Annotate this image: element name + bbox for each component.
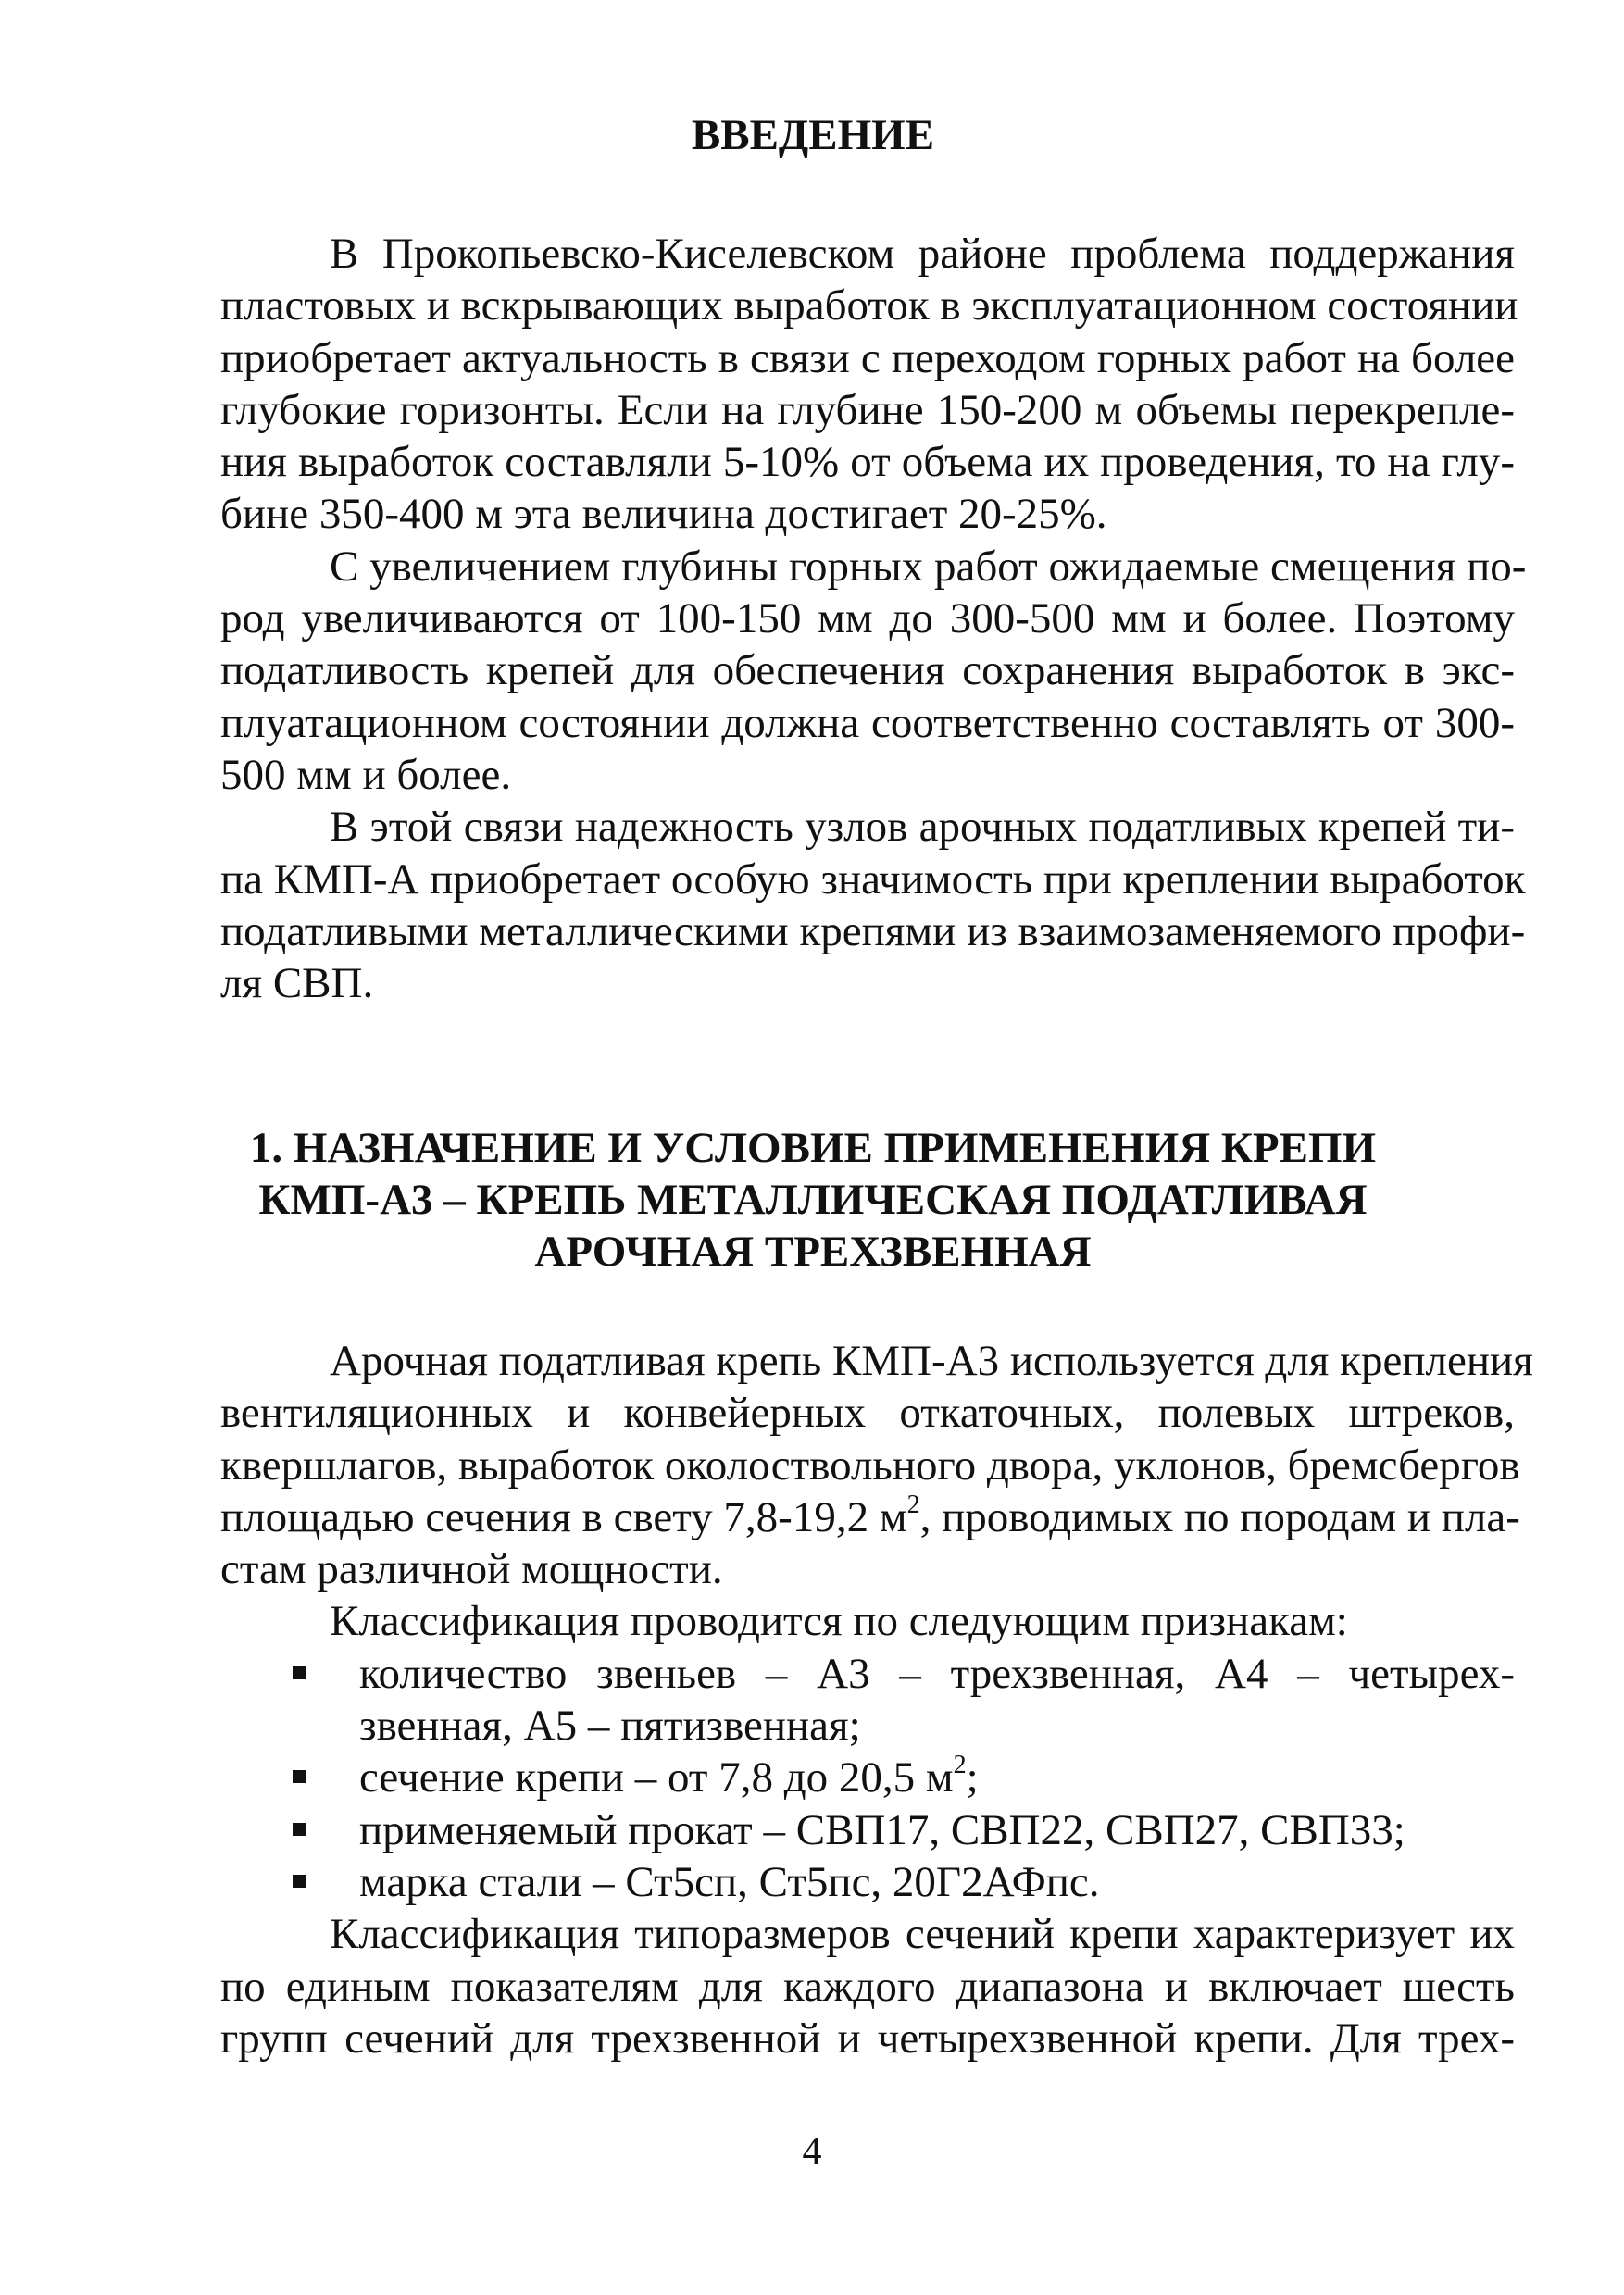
text-line: применяемый прокат – СВП17, СВП22, СВП27, СВП33; <box>359 1805 1405 1854</box>
superscript: 2 <box>953 1751 967 1780</box>
list-item <box>111 1856 1515 1908</box>
section-1-heading <box>111 1122 1515 1278</box>
page-number: 4 <box>802 2130 822 2173</box>
text-line: количество звеньев – А3 – трехзвенная, А4 – четырех- <box>359 1649 1515 1698</box>
intro-heading: ВВЕДЕНИЕ <box>691 111 935 159</box>
text-line: плуатационном состоянии должна соответственно составлять от 300- <box>220 698 1515 747</box>
heading-line: КМП-А3 – КРЕПЬ МЕТАЛЛИЧЕСКАЯ ПОДАТЛИВАЯ <box>258 1176 1368 1224</box>
text-line: ля СВП. <box>220 959 374 1008</box>
text-line: Классификация типоразмеров сечений крепи характеризует их <box>330 1910 1515 1959</box>
square-bullet-icon <box>293 1770 306 1783</box>
heading-line: 1. НАЗНАЧЕНИЕ И УСЛОВИЕ ПРИМЕНЕНИЯ КРЕПИ <box>249 1124 1377 1172</box>
square-bullet-icon <box>293 1666 306 1679</box>
text-line: Классификация проводится по следующим признакам: <box>330 1597 1348 1646</box>
text-line: па КМП-А приобретает особую значимость при креплении выработок <box>220 854 1526 904</box>
square-bullet-icon <box>293 1875 306 1888</box>
list-item <box>111 1648 1515 1752</box>
text-line: податливыми металлическими крепями из взаимозаменяемого профи- <box>220 906 1526 955</box>
classification-list <box>111 1648 1515 1908</box>
text-line: 500 мм и более. <box>220 750 512 799</box>
list-item <box>111 1752 1515 1803</box>
text-line: Арочная податливая крепь КМП-А3 используется для крепления <box>330 1337 1533 1385</box>
intro-text <box>111 228 1527 1009</box>
text-line: бине 350-400 м эта величина достигает 20-25%. <box>220 490 1107 539</box>
text-line: В этой связи надежность узлов арочных податливых крепей ти- <box>330 803 1515 852</box>
section-size-text-rest: ; <box>966 1753 979 1802</box>
list-item <box>111 1804 1515 1856</box>
text-line: податливость крепей для обеспечения сохранения выработок в экс- <box>220 646 1515 695</box>
text-line <box>359 1752 1515 1803</box>
text-line: звенная, А5 – пятизвенная; <box>359 1702 861 1751</box>
text-line: вентиляционных и конвейерных откаточных, полевых штреков, <box>220 1389 1515 1438</box>
intro-paragraph <box>111 228 1518 541</box>
text-line: по единым показателям для каждого диапазона и включает шесть <box>220 1962 1515 2011</box>
text-line: род увеличиваются от 100-150 мм до 300-500 мм и более. Поэтому <box>220 594 1515 643</box>
heading-line: АРОЧНАЯ ТРЕХЗВЕННАЯ <box>534 1228 1092 1276</box>
section-paragraph <box>111 1335 1533 1595</box>
section-1-text <box>111 1335 1533 2064</box>
square-bullet-icon <box>293 1823 306 1836</box>
text-line: квершлагов, выработок околоствольного двора, уклонов, бремсбергов <box>220 1441 1520 1490</box>
area-text: площадью сечения в свету 7,8-19,2 м <box>220 1492 907 1541</box>
text-line: В Прокопьевско-Киселевском районе проблема поддержания <box>330 230 1515 278</box>
text-line <box>111 1490 1520 1543</box>
text-line: марка стали – Ст5сп, Ст5пс, 20Г2АФпс. <box>359 1857 1100 1906</box>
text-line: пластовых и вскрывающих выработок в эксплуатационном состоянии <box>220 281 1518 331</box>
text-line: стам различной мощности. <box>220 1545 723 1594</box>
intro-paragraph <box>111 801 1526 1009</box>
text-line: приобретает актуальность в связи с переходом горных работ на более <box>220 333 1515 382</box>
section-paragraph <box>111 1595 1515 1647</box>
superscript: 2 <box>906 1490 920 1519</box>
text-line: С увеличением глубины горных работ ожидаемые смещения по- <box>330 542 1527 591</box>
section-size-text: сечение крепи – от 7,8 до 20,5 м <box>359 1753 954 1802</box>
text-line: групп сечений для трехзвенной и четырехзвенной крепи. Для трех- <box>220 2014 1515 2063</box>
text-line: ния выработок составляли 5-10% от объема их проведения, то на глу- <box>220 438 1515 487</box>
text-line: глубокие горизонты. Если на глубине 150-200 м объемы перекрепле- <box>220 385 1515 434</box>
section-paragraph <box>111 1908 1515 2064</box>
intro-paragraph <box>111 541 1527 801</box>
area-text-rest: , проводимых по породам и пла- <box>919 1492 1520 1541</box>
